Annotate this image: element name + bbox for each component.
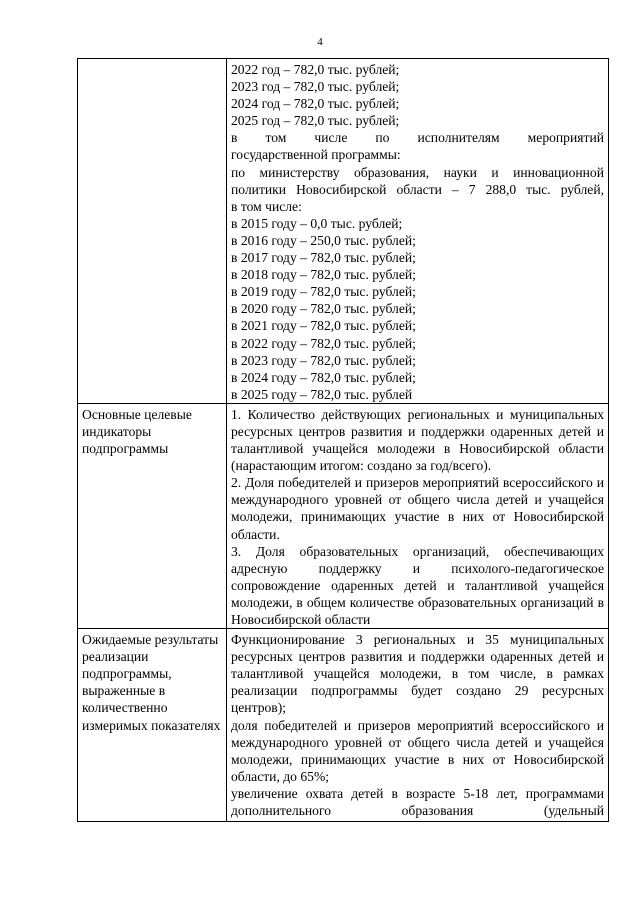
indicator-paragraph: 1. Количество действующих региональных и муниципальных ресурсных центров развития и поддержки одаренных детей и талантливой учащейся молодежи в Новосибирской области (нарастающим итогом: создано за год/всего). [231, 406, 604, 474]
funding-line: политики Новосибирской области – 7 288,0 тыс. рублей, [231, 181, 604, 197]
funding-line: в 2015 году – 0,0 тыс. рублей; [231, 215, 403, 231]
indicators-cell [227, 403, 609, 628]
page-number: 4 [317, 36, 323, 48]
funding-line: 2022 год – 782,0 тыс. рублей; [231, 62, 400, 77]
row1-label [78, 59, 227, 404]
funding-line: 2023 год – 782,0 тыс. рублей; [231, 79, 400, 95]
funding-line: в 2016 году – 250,0 тыс. рублей; [231, 232, 416, 248]
funding-line: в том числе: [231, 198, 302, 214]
funding-line: в 2019 году – 782,0 тыс. рублей; [231, 284, 416, 300]
funding-line: в 2025 году – 782,0 тыс. рублей [231, 386, 413, 402]
funding-line: в 2022 году – 782,0 тыс. рублей; [231, 335, 416, 351]
funding-line: по министерству образования, науки и инновационной [231, 164, 604, 180]
funding-line: в 2023 году – 782,0 тыс. рублей; [231, 352, 416, 368]
funding-line: в 2024 году – 782,0 тыс. рублей; [231, 369, 416, 385]
indicators-label: Основные целевые индикаторы подпрограммы [78, 403, 227, 628]
result-paragraph: Функционирование 3 региональных и 35 муниципальных ресурсных центров развития и поддержки одаренных детей и талантливой учащейся молодежи, в том числе, в рамках реализации подпрограммы будет создано 29 ресурсных центров); [231, 632, 604, 716]
indicator-paragraph: 2. Доля победителей и призеров мероприятий всероссийского и международного уровней от общего числа детей и учащейся молодежи, принимающих участие в них от Новосибирской области. [231, 475, 604, 542]
results-label: Ожидаемые результаты реализации подпрограммы, выраженные в количественно измеримых показателях [78, 629, 227, 822]
table-row [78, 59, 609, 404]
passport-table [77, 58, 609, 822]
funding-cell [227, 59, 609, 404]
result-paragraph: доля победителей и призеров мероприятий всероссийского и международного уровней от общего числа детей и учащейся молодежи, принимающих участие в них от Новосибирской области, до 65%; [231, 717, 604, 784]
funding-line: государственной программы: [231, 147, 401, 163]
funding-line: в 2020 году – 782,0 тыс. рублей; [231, 301, 416, 317]
funding-line: в 2021 году – 782,0 тыс. рублей; [231, 318, 416, 334]
funding-line: в 2017 году – 782,0 тыс. рублей; [231, 250, 416, 266]
funding-line: в том числе по исполнителям мероприятий [231, 130, 604, 146]
funding-line: 2024 год – 782,0 тыс. рублей; [231, 96, 400, 112]
funding-line: 2025 год – 782,0 тыс. рублей; [231, 113, 400, 129]
table-row [78, 629, 609, 822]
table-row [78, 403, 609, 628]
results-cell [227, 629, 609, 822]
funding-line: в 2018 году – 782,0 тыс. рублей; [231, 267, 416, 283]
result-paragraph: увеличение охвата детей в возрасте 5-18 лет, программами дополнительного образования (удельный [231, 785, 604, 819]
indicator-paragraph: 3. Доля образовательных организаций, обеспечивающих адресную поддержку и психолого-педагогическое сопровождение одаренных детей и талантливой учащейся молодежи, в общем количестве образовательных организаций в Новосибирской области [231, 543, 604, 627]
